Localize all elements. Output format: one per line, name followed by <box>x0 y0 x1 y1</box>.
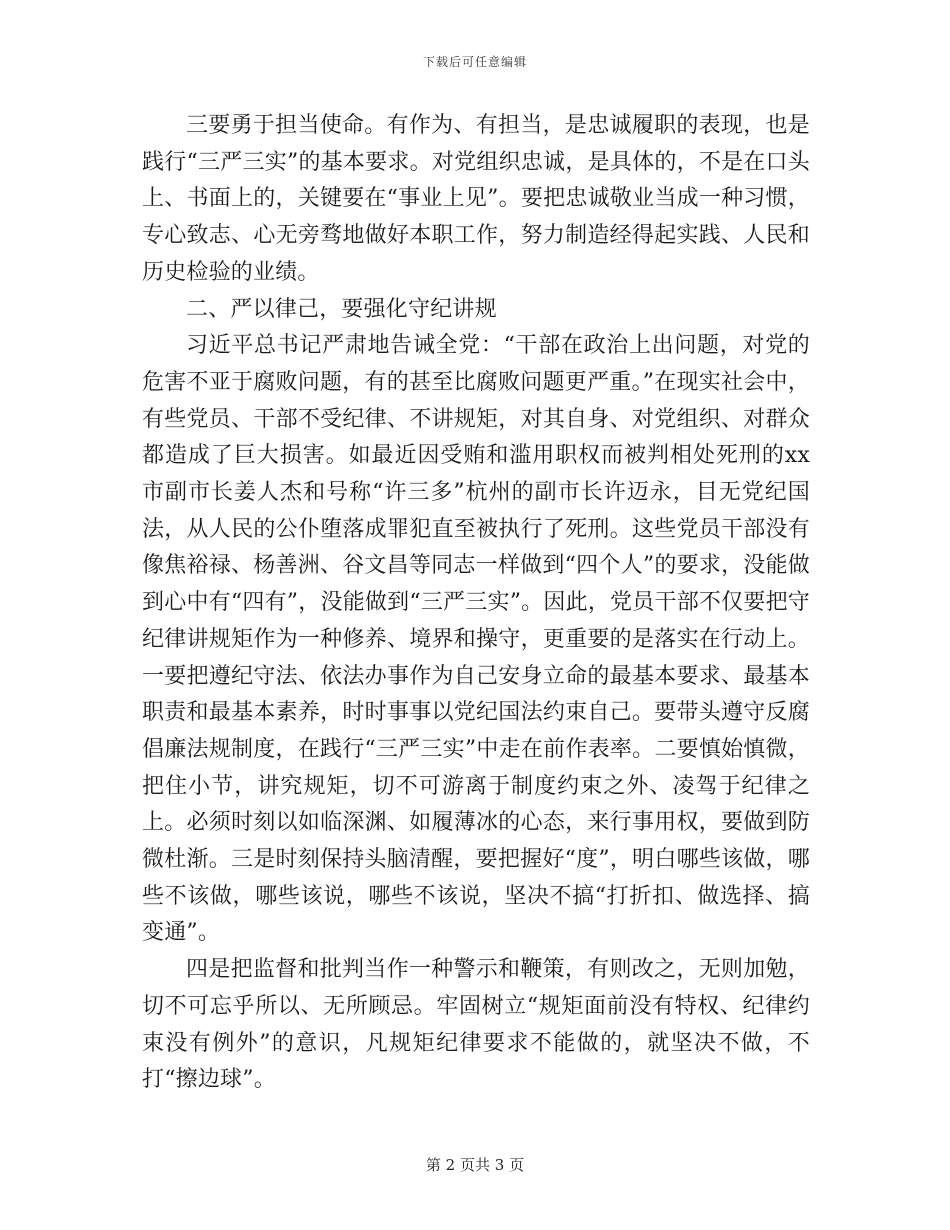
page-number: 第 2 页共 3 页 <box>425 1156 525 1174</box>
paragraph-discipline: 习近平总书记严肃地告诫全党：“干部在政治上出问题，对党的危害不亚于腐败问题，有的甚至比腐败问题更严重。”在现实社会中，有些党员、干部不受纪律、不讲规矩，对其自身、对党组织、对群众都造成了巨大损害。如最近因受贿和滥用职权而被判相处死刑的xx市副市长姜人杰和号称“许三多”杭州的副市长许迈永，目无党纪国法，从人民的公仆堕落成罪犯直至被执行了死刑。这些党员干部没有像焦裕禄、杨善洲、谷文昌等同志一样做到“四个人”的要求，没能做到心中有“四有”，没能做到“三严三实”。因此，党员干部不仅要把守纪律讲规矩作为一种修养、境界和操守，更重要的是落实在行动上。一要把遵纪守法、依法办事作为自己安身立命的最基本要求、最基本职责和最基本素养，时时事事以党纪国法约束自己。要带头遵守反腐倡廉法规制度，在践行“三严三实”中走在前作表率。二要慎始慎微，把住小节，讲究规矩，切不可游离于制度约束之外、凌驾于纪律之上。必须时刻以如临深渊、如履薄冰的心态，来行事用权，要做到防微杜渐。三是时刻保持头脑清醒，要把握好“度”，明白哪些该做，哪些不该做，哪些该说，哪些不该说，坚决不搞“打折扣、做选择、搞变通”。 <box>142 333 810 946</box>
document-body <box>142 108 810 1099</box>
section-heading: 二、严以律己，要强化守纪讲规 <box>186 296 497 322</box>
header-note: 下载后可任意编辑 <box>422 55 527 69</box>
paragraph-commitment: 三要勇于担当使命。有作为、有担当，是忠诚履职的表现，也是践行“三严三实”的基本要求。对党组织忠诚，是具体的，不是在口头上、书面上的，关键要在“事业上见”。要把忠诚敬业当成一种习惯，专心致志、心无旁骛地做好本职工作，努力制造经得起实践、人民和历史检验的业绩。 <box>142 113 810 285</box>
paragraph-supervision: 四是把监督和批判当作一种警示和鞭策，有则改之，无则加勉，切不可忘乎所以、无所顾忌。牢固树立“规矩面前没有特权、纪律约束没有例外”的意识，凡规矩纪律要求不能做的，就坚决不做，不打“擦边球”。 <box>142 957 810 1093</box>
